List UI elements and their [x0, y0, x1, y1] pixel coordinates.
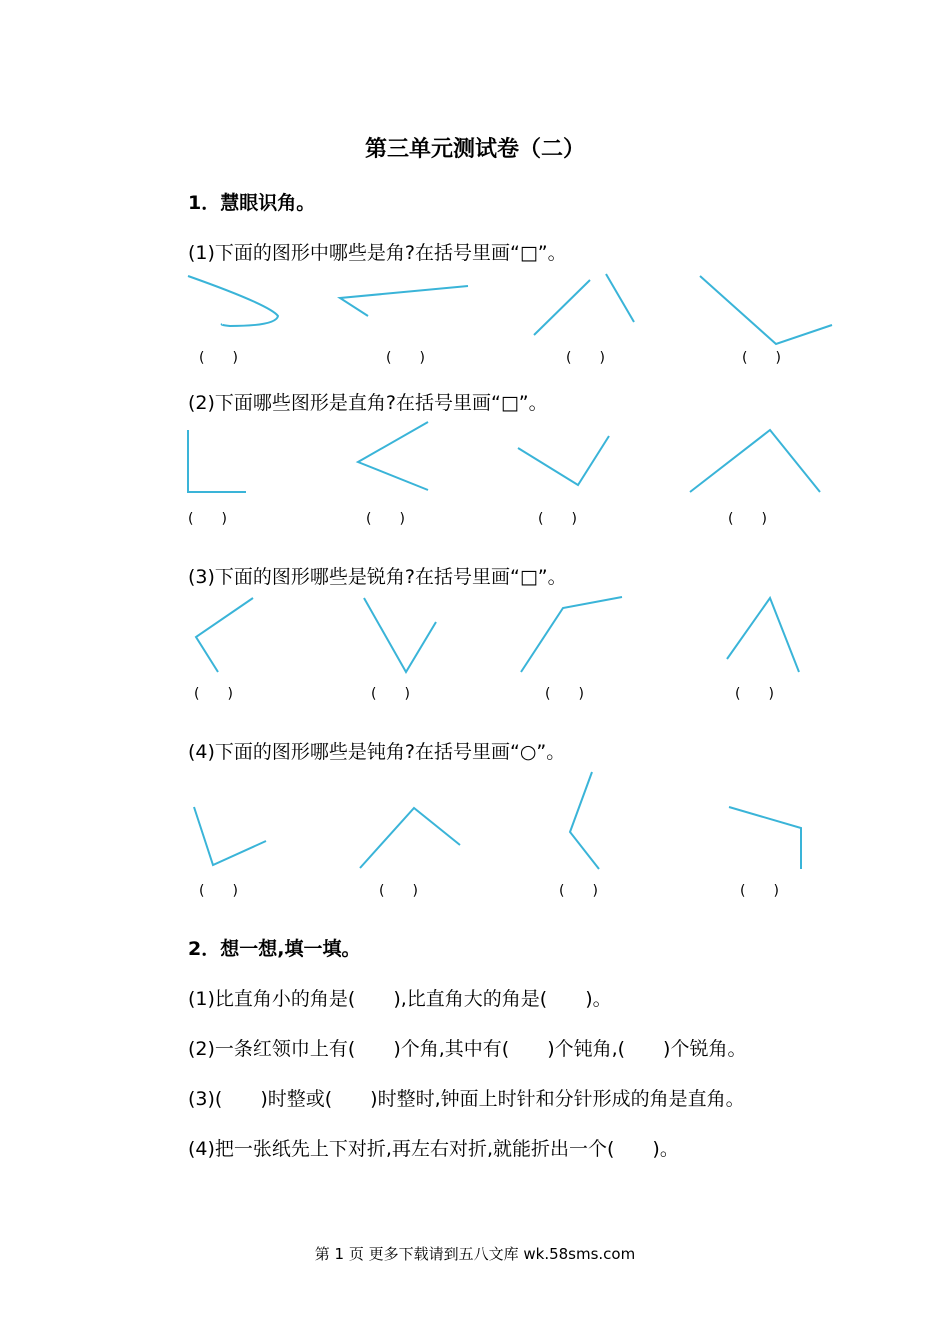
figure-1-3-c	[521, 597, 622, 672]
figure-1-4-d	[729, 807, 801, 869]
answer-blank-1-2-b[interactable]: ( )	[366, 511, 405, 527]
answer-blank-1-1-c[interactable]: ( )	[566, 350, 605, 366]
answer-blank-1-4-d[interactable]: ( )	[740, 883, 779, 899]
question-1-1: (1)下面的图形中哪些是角?在括号里画“□”。	[188, 242, 567, 264]
answer-blank-1-4-b[interactable]: ( )	[379, 883, 418, 899]
question-2-4: (4)把一张纸先上下对折,再左右对折,就能折出一个( )。	[188, 1138, 679, 1160]
figure-1-1-a	[188, 276, 278, 326]
answer-blank-1-4-c[interactable]: ( )	[559, 883, 598, 899]
figure-1-4-b	[360, 808, 460, 868]
question-2-2: (2)一条红领巾上有( )个角,其中有( )个钝角,( )个锐角。	[188, 1038, 747, 1060]
answer-blank-1-2-a[interactable]: ( )	[188, 511, 227, 527]
answer-blank-1-2-c[interactable]: ( )	[538, 511, 577, 527]
figure-1-4-c	[570, 772, 599, 869]
figure-1-1-d	[700, 276, 832, 344]
figure-1-3-b	[364, 598, 436, 672]
answer-blank-1-1-d[interactable]: ( )	[742, 350, 781, 366]
answer-blank-1-3-a[interactable]: ( )	[194, 686, 233, 702]
answer-blank-1-2-d[interactable]: ( )	[728, 511, 767, 527]
answer-blank-1-3-d[interactable]: ( )	[735, 686, 774, 702]
answer-blank-1-4-a[interactable]: ( )	[199, 883, 238, 899]
figure-1-1-b	[340, 286, 468, 316]
section1-heading: 1．慧眼识角。	[188, 192, 316, 214]
figure-1-2-a	[188, 430, 246, 492]
answer-blank-1-1-b[interactable]: ( )	[386, 350, 425, 366]
figure-1-2-b	[358, 422, 428, 490]
figure-1-3-d	[727, 598, 799, 672]
answer-blank-1-1-a[interactable]: ( )	[199, 350, 238, 366]
question-1-4: (4)下面的图形哪些是钝角?在括号里画“○”。	[188, 741, 566, 763]
question-2-1: (1)比直角小的角是( ),比直角大的角是( )。	[188, 988, 612, 1010]
question-1-3: (3)下面的图形哪些是锐角?在括号里画“□”。	[188, 566, 567, 588]
page-title: 第三单元测试卷（二）	[364, 136, 585, 162]
question-1-2: (2)下面哪些图形是直角?在括号里画“□”。	[188, 392, 548, 414]
figure-1-4-a	[194, 807, 266, 865]
figure-1-1-c	[534, 280, 590, 335]
answer-blank-1-3-c[interactable]: ( )	[545, 686, 584, 702]
figure-1-2-d	[690, 430, 820, 492]
figure-1-3-a	[196, 598, 253, 672]
figure-1-1-c2	[606, 274, 634, 322]
question-2-3: (3)( )时整或( )时整时,钟面上时针和分针形成的角是直角。	[188, 1088, 745, 1110]
answer-blank-1-3-b[interactable]: ( )	[371, 686, 410, 702]
page-footer: 第 1 页 更多下载请到五八文库 wk.58sms.com	[314, 1245, 636, 1263]
figure-1-2-c	[518, 436, 609, 485]
section2-heading: 2．想一想,填一填。	[188, 938, 361, 960]
